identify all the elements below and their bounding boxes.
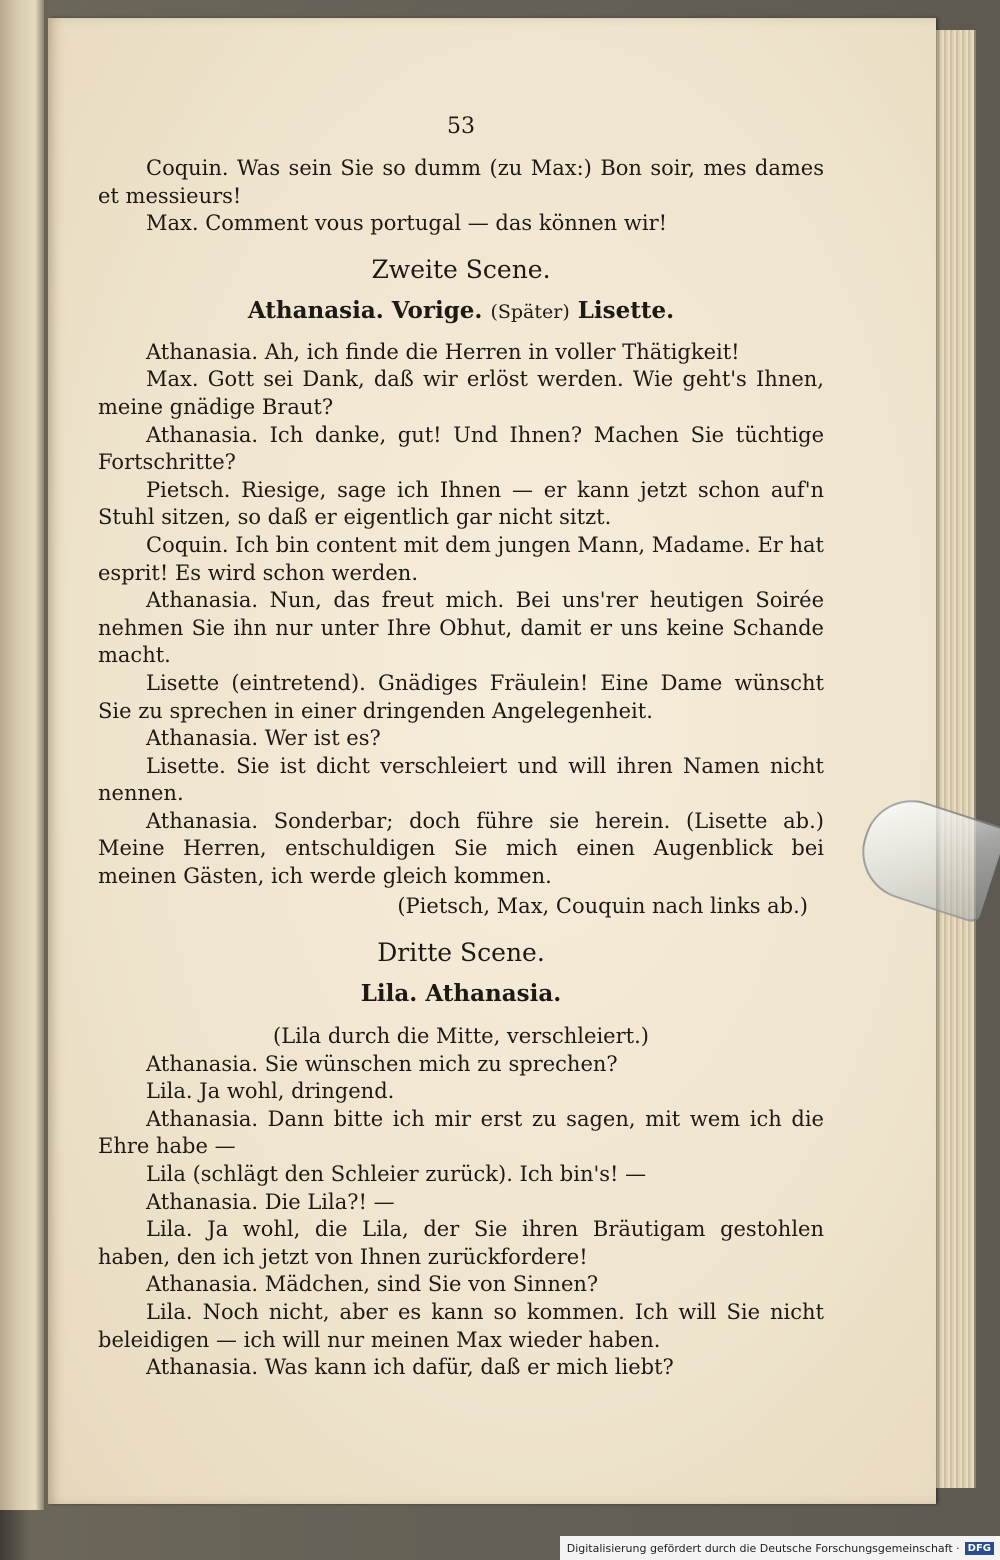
cast-note: (Später) bbox=[490, 300, 570, 323]
dialogue-line: Pietsch. Riesige, sage ich Ihnen — er kann jetzt schon auf'n Stuhl sitzen, so daß er eigentlich gar nicht sitzt. bbox=[98, 477, 824, 530]
stage-direction: (Pietsch, Max, Couquin nach links ab.) bbox=[397, 893, 808, 918]
dialogue-line: Lila. Ja wohl, dringend. bbox=[146, 1079, 395, 1104]
dialogue-line: Athanasia. Wer ist es? bbox=[146, 726, 381, 751]
page-stack-edge bbox=[936, 30, 976, 1488]
scene-heading: Zweite Scene. bbox=[371, 254, 551, 284]
dialogue-line: Athanasia. Nun, das freut mich. Bei uns'rer heutigen Soirée nehmen Sie ihn nur unter Ihre Obhut, damit er uns keine Schande macht. bbox=[98, 588, 824, 668]
cast-extra: Lisette. bbox=[577, 296, 675, 324]
cast-main: Athanasia. Vorige. bbox=[247, 296, 483, 324]
dialogue-line: Athanasia. Sie wünschen mich zu sprechen? bbox=[146, 1051, 618, 1076]
scene-heading: Dritte Scene. bbox=[377, 937, 545, 967]
footer-text: Digitalisierung gefördert durch die Deutsche Forschungsgemeinschaft · bbox=[566, 1541, 960, 1555]
dialogue-line: Lila (schlägt den Schleier zurück). Ich bin's! — bbox=[146, 1162, 647, 1187]
dfg-logo: DFG bbox=[965, 1542, 994, 1555]
dialogue-line: Athanasia. Mädchen, sind Sie von Sinnen? bbox=[146, 1272, 599, 1297]
facing-page-edge bbox=[0, 0, 46, 1510]
dialogue-line: Athanasia. Was kann ich dafür, daß er mich liebt? bbox=[146, 1355, 674, 1380]
dialogue-line: Coquin. Was sein Sie so dumm (zu Max:) Bon soir, mes dames et messieurs! bbox=[98, 156, 824, 208]
page-number: 53 bbox=[447, 114, 475, 139]
stage-direction: (Lila durch die Mitte, verschleiert.) bbox=[273, 1023, 649, 1048]
dialogue-line: Lisette (eintretend). Gnädiges Fräulein! Eine Dame wünscht Sie zu sprechen in einer dringenden Angelegenheit. bbox=[98, 670, 824, 723]
dialogue-line: Coquin. Ich bin content mit dem jungen Mann, Madame. Er hat esprit! Es wird schon werden. bbox=[98, 532, 824, 585]
book-page bbox=[48, 18, 936, 1504]
digitization-footer bbox=[560, 1536, 1000, 1560]
dialogue-line: Lisette. Sie ist dicht verschleiert und will ihren Namen nicht nennen. bbox=[98, 753, 824, 806]
dialogue-line: Athanasia. Ich danke, gut! Und Ihnen? Machen Sie tüchtige Fortschritte? bbox=[98, 422, 824, 475]
dialogue-line: Athanasia. Dann bitte ich mir erst zu sagen, mit wem ich die Ehre habe — bbox=[98, 1106, 824, 1159]
dialogue-line: Lila. Ja wohl, die Lila, der Sie ihren Bräutigam gestohlen haben, den ich jetzt von Ihnen zurückfordere! bbox=[98, 1217, 824, 1269]
dialogue-line: Athanasia. Die Lila?! — bbox=[146, 1189, 395, 1214]
dialogue-line: Max. Comment vous portugal — das können wir! bbox=[146, 211, 668, 236]
dialogue-line: Athanasia. Ah, ich finde die Herren in voller Thätigkeit! bbox=[146, 339, 740, 364]
cast-list: Lila. Athanasia. bbox=[360, 979, 562, 1007]
dialogue-line: Athanasia. Sonderbar; doch führe sie herein. (Lisette ab.) Meine Herren, entschuldigen Sie mich einen Augenblick bei meinen Gästen, ich werde gleich kommen. bbox=[98, 808, 824, 889]
dialogue-line: Max. Gott sei Dank, daß wir erlöst werden. Wie geht's Ihnen, meine gnädige Braut? bbox=[98, 367, 824, 419]
cast-list bbox=[98, 294, 824, 329]
page-content bbox=[98, 114, 824, 1382]
dialogue-line: Lila. Noch nicht, aber es kann so kommen. Ich will Sie nicht beleidigen — ich will nur meinen Max wieder haben. bbox=[98, 1300, 824, 1352]
